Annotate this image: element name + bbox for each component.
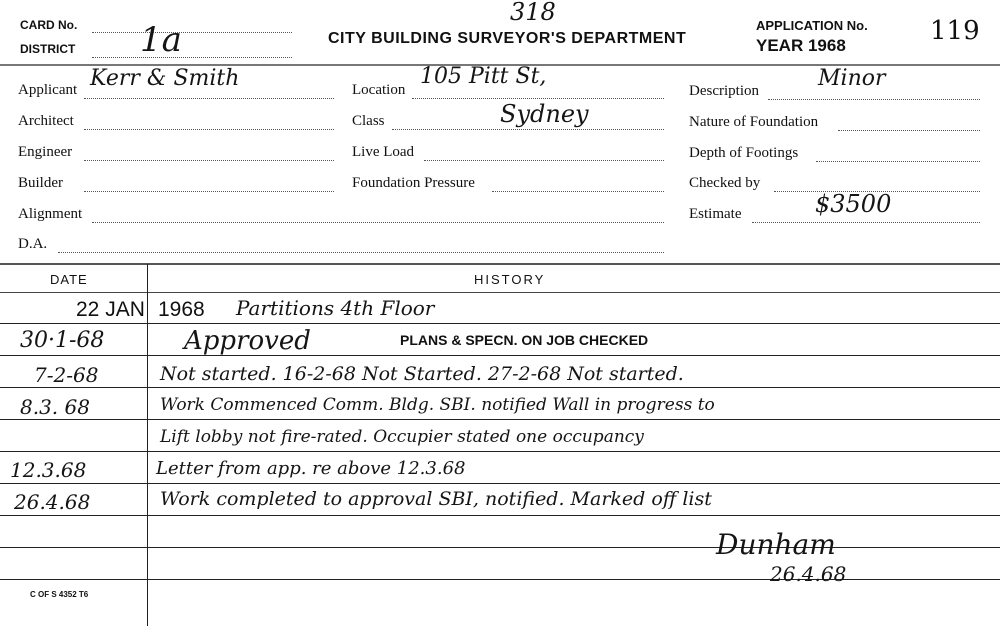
estimate-label: Estimate [689,206,742,222]
class-value: Sydney [500,100,589,128]
checked-label: Checked by [689,175,761,191]
da-dotline [58,252,664,253]
form-code: C OF S 4352 T6 [30,590,89,599]
history-row-line [0,483,1000,484]
history-entry-text: Not started. 16-2-68 Not Started. 27-2-68 Not started. [160,363,684,385]
description-dotline [768,99,980,100]
history-header: HISTORY [474,272,546,287]
application-number: 119 [930,16,980,46]
history-entry-text: Letter from app. re above 12.3.68 [156,458,466,479]
live-load-label: Live Load [352,144,415,160]
history-row-line [0,355,1000,356]
depth-label: Depth of Footings [689,145,799,161]
date-column-divider [147,264,148,626]
district-dotline [92,57,292,58]
history-row-line [0,419,1000,420]
history-entry-text: Approved [184,326,311,356]
history-header-underline [0,292,1000,293]
location-label: Location [352,82,406,98]
location-value: 105 Pitt St, [420,64,547,89]
foundation-pressure-label: Foundation Pressure [352,175,475,191]
history-row-line [0,451,1000,452]
year-label: YEAR 1968 [756,36,846,55]
district-value: 1a [140,20,182,60]
estimate-dotline [752,222,980,223]
estimate-value: $3500 [815,190,892,218]
history-row-line [0,515,1000,516]
date-header: DATE [50,272,88,287]
applicant-dotline [84,98,334,99]
card-no-label: CARD No. [20,18,78,32]
history-entry-text: Work completed to approval SBI, notified. Marked off list [160,488,712,510]
foundation-pressure-dotline [492,191,664,192]
application-label: APPLICATION No. [756,18,868,33]
plans-checked-stamp: PLANS & SPECN. ON JOB CHECKED [400,332,649,348]
class-dotline [392,129,664,130]
engineer-dotline [84,160,334,161]
history-entry-text: Partitions 4th Floor [236,296,435,320]
history-row-line [0,547,1000,548]
description-label: Description [689,83,759,99]
description-value: Minor [818,66,886,91]
architect-label: Architect [18,113,74,129]
live-load-dotline [424,160,664,161]
history-entry-date: 12.3.68 [10,458,87,482]
da-label: D.A. [18,236,48,252]
history-entry-text: Work Commenced Comm. Bldg. SBI. notified Wall in progress to [160,395,715,415]
history-entry-date: 8.3. 68 [20,395,90,419]
alignment-dotline [92,222,664,223]
history-entry-date: 26.4.68 [14,490,91,514]
history-entry-date: 30·1-68 [20,328,105,353]
alignment-label: Alignment [18,206,83,222]
engineer-label: Engineer [18,144,73,160]
location-dotline [412,98,664,99]
card-no-value: 318 [510,0,556,26]
nature-dotline [838,130,980,131]
builder-dotline [84,191,334,192]
depth-dotline [816,161,980,162]
history-entry-text: Lift lobby not fire-rated. Occupier stated one occupancy [160,427,644,447]
builder-label: Builder [18,175,63,191]
stamped-date: 22 JAN [76,298,145,321]
history-row-line [0,387,1000,388]
history-row-line [0,323,1000,324]
architect-dotline [84,129,334,130]
applicant-label: Applicant [18,82,78,98]
history-entry-date: 7-2-68 [34,363,99,387]
history-row-line [0,579,1000,580]
card-no-dotline [92,32,292,33]
stamped-year: 1968 [158,298,205,321]
nature-label: Nature of Foundation [689,114,819,130]
department-title: CITY BUILDING SURVEYOR'S DEPARTMENT [328,30,687,47]
signature: Dunham [716,528,836,561]
class-label: Class [352,113,385,129]
district-label: DISTRICT [20,42,76,56]
history-top-divider [0,263,1000,265]
signature-date: 26.4.68 [770,562,847,586]
applicant-value: Kerr & Smith [90,66,240,91]
